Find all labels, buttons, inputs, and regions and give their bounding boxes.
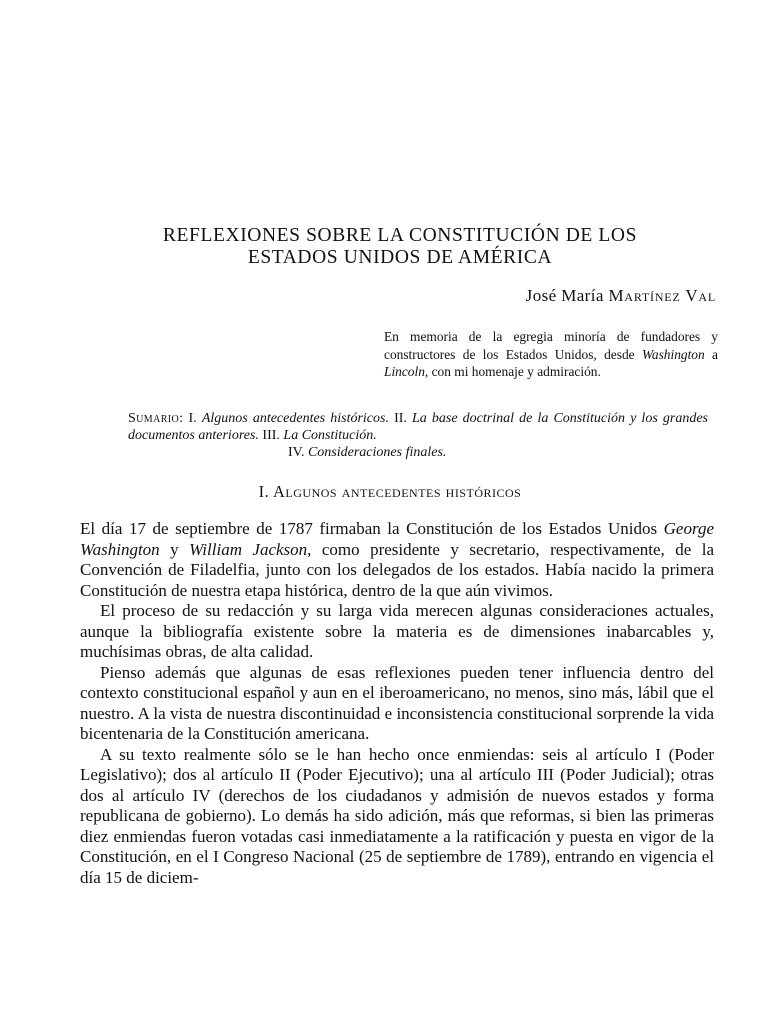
article-title [110, 225, 690, 269]
summary-number: IV. [288, 445, 308, 460]
summary-number: III. [258, 428, 284, 443]
title-line-2: ESTADOS UNIDOS DE AMÉRICA [247, 247, 553, 268]
dedication-text: con mi homenaje y admiración. [428, 364, 601, 379]
body-text [80, 519, 714, 888]
paragraph-1 [80, 519, 714, 601]
paragraph-text: y [159, 539, 190, 559]
title-line-1: REFLEXIONES SOBRE LA CONSTITUCIÓN DE LOS [162, 225, 638, 246]
dedication-text: En memoria de la egregia minoría de fundadores y constructores de los Estados Unidos, desde [384, 329, 718, 362]
name-george-washington: George Washington [80, 519, 714, 559]
paragraph-4: A su texto realmente sólo se le han hecho once enmiendas: seis al artículo I (Poder Legislativo); dos al artículo II (Poder Ejecutivo); una al artículo III (Poder Judicial); otras dos al artículo IV (derechos de los ciudadanos y admisión de nuevos estados y forma republicana de gobierno). Lo demás ha sido adición, más que reformas, si bien las primeras diez enmiendas fueron votadas casi inmediatamente a la ratificación y puesta en vigor de la Constitución, en el I Congreso Nacional (25 de septiembre de 1789), entrando en vigencia el día 15 de diciem- [80, 744, 714, 887]
author-first-name: José María [525, 286, 604, 305]
paragraph-2: El proceso de su redacción y su larga vida merecen algunas consideraciones actuales, aunque la bibliografía existente sobre la materia es de dimensiones inabarcables y, muchísimas obras, de alta calidad. [80, 601, 714, 661]
dedication-name-washington: Washington [641, 346, 705, 362]
dedication-text: a [704, 346, 718, 362]
paragraph-3: Pienso además que algunas de esas reflexiones pueden tener influencia dentro del contexto constitucional español y aun en el iberoamericano, no menos, sino más, lábil que el nuestro. A la vista de nuestra discontinuidad e inconsistencia constitucional sorprende la vida bicentenaria de la Constitución americana. [80, 662, 714, 743]
author-last-name: Martínez Val [608, 286, 716, 305]
summary-item-4: Consideraciones finales. [307, 445, 447, 460]
name-william-jackson: William Jackson, [189, 539, 312, 559]
summary-number: I. [183, 411, 202, 426]
author-name [526, 286, 716, 306]
paragraph-text: El día 17 de septiembre de 1787 firmaban la Constitución de los Estados Unidos [80, 519, 664, 538]
section-heading: I. Algunos antecedentes históricos [258, 482, 522, 501]
dedication [384, 328, 718, 381]
summary-number: II. [388, 411, 413, 426]
summary-item-3: La Constitución. [283, 428, 377, 443]
summary-label: Sumario: [128, 411, 184, 426]
paragraph-text: como presidente y secretario, respectivamente, de la Convención de Filadelfia, junto con los delegados de los estados. Había nacido la primera Constitución de nuestra etapa histórica, dentro de la que aún vivimos. [80, 539, 714, 600]
summary [128, 410, 708, 461]
summary-last-line [128, 444, 708, 461]
summary-item-2: La base doctrinal de la Constitución y los grandes documentos anteriores. [128, 411, 708, 443]
dedication-name-lincoln: Lincoln, [384, 364, 429, 379]
summary-item-1: Algunos antecedentes históricos. [201, 411, 389, 426]
